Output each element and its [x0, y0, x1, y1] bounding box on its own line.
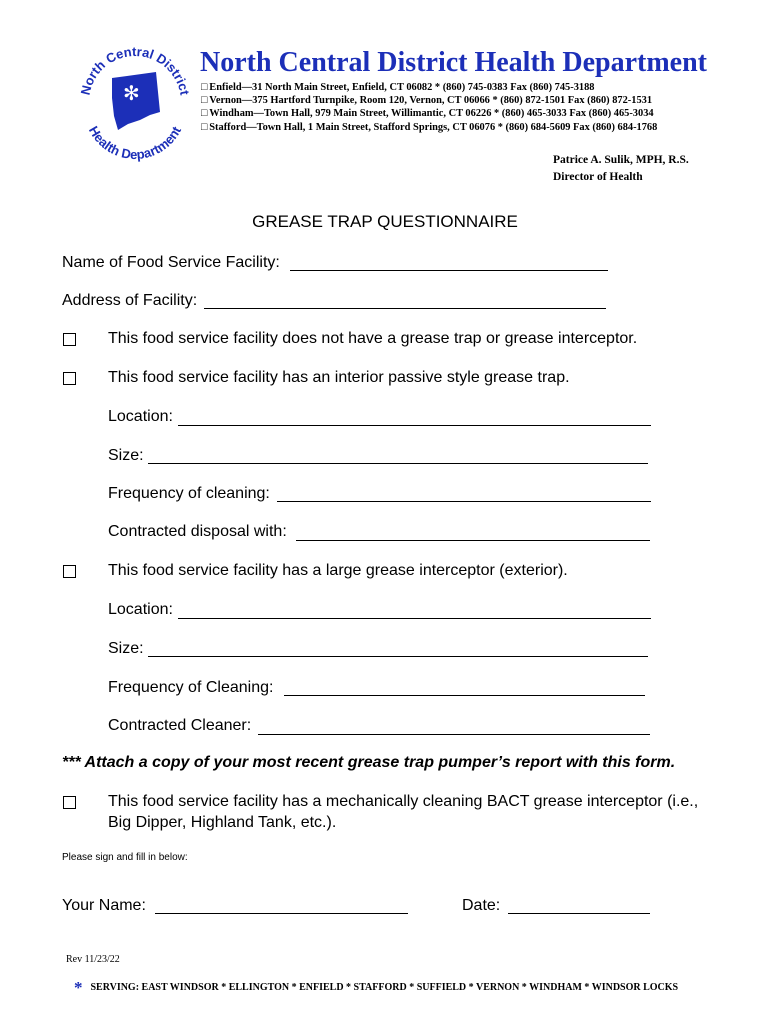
health-department-logo — [76, 42, 194, 168]
facility-address-field[interactable] — [204, 308, 606, 309]
director-name: Patrice A. Sulik, MPH, R.S. — [553, 154, 689, 166]
office-line-stafford: □ Stafford—Town Hall, 1 Main Street, Stafford Springs, CT 06076 * (860) 684-5609 Fax (860) 684-1768 — [201, 122, 658, 133]
director-block — [553, 152, 689, 186]
revision-date: Rev 11/23/22 — [66, 954, 120, 965]
form-title: GREASE TRAP QUESTIONNAIRE — [252, 212, 518, 231]
facility-name-label: Name of Food Service Facility: — [62, 254, 280, 271]
office-box-glyph: □ — [201, 95, 208, 106]
bact-interceptor-checkbox[interactable] — [63, 796, 76, 809]
office-line-windham: □ Windham—Town Hall, 979 Main Street, Willimantic, CT 06226 * (860) 465-3033 Fax (860) 465-3034 — [201, 108, 654, 119]
attach-report-note: *** Attach a copy of your most recent grease trap pumper’s report with this form. — [62, 754, 676, 771]
office-line-vernon: □ Vernon—375 Hartford Turnpike, Room 120, Vernon, CT 06066 * (860) 872-1501 Fax (860) 872-1531 — [201, 95, 653, 106]
office-line-enfield: □ Enfield—31 North Main Street, Enfield, CT 06082 * (860) 745-0383 Fax (860) 745-3188 — [201, 82, 595, 93]
large-interceptor-checkbox[interactable] — [63, 565, 76, 578]
your-name-field[interactable] — [155, 913, 408, 914]
large-size-field[interactable] — [148, 656, 648, 657]
passive-disposal-field[interactable] — [296, 540, 650, 541]
director-title: Director of Health — [553, 171, 643, 183]
organization-name: North Central District Health Department — [200, 47, 707, 78]
sign-instruction: Please sign and fill in below: — [62, 852, 188, 863]
passive-size-label: Size: — [108, 447, 144, 464]
large-location-label: Location: — [108, 601, 173, 618]
passive-grease-trap-checkbox[interactable] — [63, 372, 76, 385]
large-frequency-label: Frequency of Cleaning: — [108, 679, 274, 696]
passive-location-label: Location: — [108, 408, 173, 425]
office-box-glyph: □ — [201, 122, 208, 133]
large-size-label: Size: — [108, 640, 144, 657]
date-field[interactable] — [508, 913, 650, 914]
large-location-field[interactable] — [178, 618, 651, 619]
large-cleaner-field[interactable] — [258, 734, 650, 735]
passive-frequency-field[interactable] — [277, 501, 651, 502]
office-box-glyph: □ — [201, 82, 208, 93]
facility-address-label: Address of Facility: — [62, 292, 198, 309]
snowflake-star-icon: ✻ — [123, 81, 140, 105]
serving-towns: * SERVING: EAST WINDSOR * ELLINGTON * ENFIELD * STAFFORD * SUFFIELD * VERNON * WINDHAM * WINDSOR LOCKS — [74, 978, 679, 997]
passive-size-field[interactable] — [148, 463, 648, 464]
bact-interceptor-label-line2: Big Dipper, Highland Tank, etc.). — [108, 814, 337, 831]
passive-location-field[interactable] — [178, 425, 651, 426]
logo-text-bottom: Health Department — [85, 123, 184, 163]
passive-disposal-label: Contracted disposal with: — [108, 523, 287, 540]
facility-name-field[interactable] — [290, 270, 608, 271]
office-box-glyph: □ — [201, 108, 208, 119]
date-label: Date: — [462, 897, 501, 914]
no-grease-trap-label: This food service facility does not have a grease trap or grease interceptor. — [108, 330, 638, 347]
logo-text-top: North Central District — [77, 43, 193, 97]
passive-frequency-label: Frequency of cleaning: — [108, 485, 270, 502]
serving-star-icon: * — [74, 978, 83, 997]
bact-interceptor-label-line1: This food service facility has a mechanically cleaning BACT grease interceptor (i.e., — [108, 793, 699, 810]
large-interceptor-label: This food service facility has a large grease interceptor (exterior). — [108, 562, 568, 579]
no-grease-trap-checkbox[interactable] — [63, 333, 76, 346]
passive-grease-trap-label: This food service facility has an interior passive style grease trap. — [108, 369, 570, 386]
large-frequency-field[interactable] — [284, 695, 645, 696]
large-cleaner-label: Contracted Cleaner: — [108, 717, 252, 734]
your-name-label: Your Name: — [62, 897, 146, 914]
